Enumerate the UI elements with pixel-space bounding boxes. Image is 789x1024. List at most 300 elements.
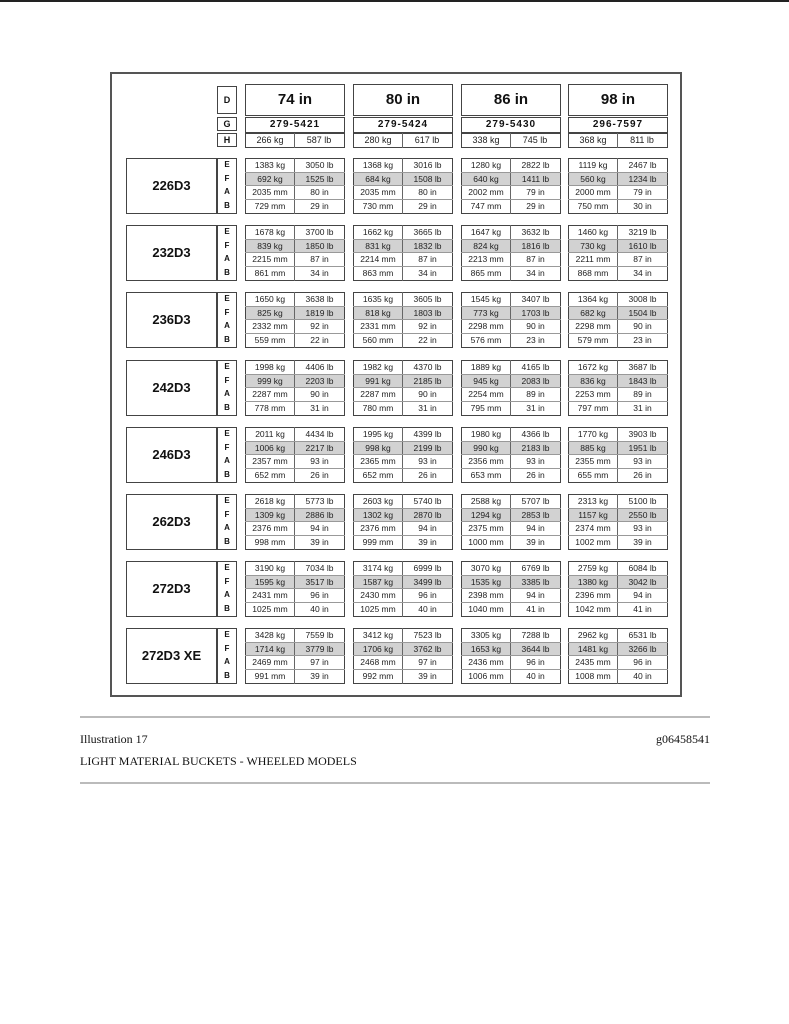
spec-value-imperial: 96 in [310,590,329,600]
spec-value-imperial: 79 in [633,187,652,197]
spec-value-metric: 640 kg [473,173,499,184]
spec-value-imperial: 5707 lb [521,496,550,506]
spec-value-imperial: 31 in [526,402,545,413]
spec-value-metric: 818 kg [365,307,391,318]
spec-value-imperial: 39 in [418,670,437,681]
bucket-weight-kg: 266 kg [256,135,284,145]
model-name: 272D3 XE [126,628,217,684]
bucket-weight-lb: 745 lb [522,135,548,145]
spec-value-metric: 2962 kg [577,630,609,640]
spec-value-imperial: 3266 lb [628,643,657,654]
column-divider [402,133,403,148]
part-number: 279-5421 [269,119,321,130]
spec-value-imperial: 4406 lb [305,362,334,372]
spec-value-metric: 560 kg [580,173,606,184]
row-letter-f: F [224,240,230,250]
spec-value-imperial: 39 in [526,536,545,547]
row-letter-a: A [224,456,230,465]
spec-value-metric: 2588 kg [470,496,502,506]
spec-value-metric: 2332 mm [252,321,288,331]
spec-value-imperial: 87 in [526,254,545,264]
spec-value-imperial: 2853 lb [521,509,550,520]
spec-value-imperial: 2550 lb [628,509,657,520]
spec-value-imperial: 3042 lb [628,576,657,587]
spec-value-metric: 1280 kg [470,160,502,170]
spec-value-metric: 1042 mm [575,603,611,614]
column-divider [510,133,511,148]
spec-value-imperial: 5100 lb [628,496,657,506]
model-name: 246D3 [126,427,217,483]
row-letter-b: B [224,603,230,613]
spec-value-metric: 2253 mm [575,389,611,399]
spec-value-imperial: 1411 lb [521,173,550,184]
spec-value-metric: 730 mm [362,200,394,211]
spec-value-metric: 1595 kg [254,576,286,587]
spec-value-metric: 729 mm [254,200,286,211]
spec-value-imperial: 39 in [310,670,329,681]
spec-value-metric: 2759 kg [577,563,609,573]
spec-value-metric: 999 mm [362,536,394,547]
spec-value-metric: 797 mm [577,402,609,413]
spec-value-imperial: 4366 lb [521,429,550,439]
spec-value-imperial: 96 in [526,657,545,667]
spec-value-imperial: 39 in [633,536,652,547]
spec-value-metric: 1008 mm [575,670,611,681]
spec-value-imperial: 29 in [526,200,545,211]
spec-value-metric: 1380 kg [577,576,609,587]
spec-value-imperial: 5740 lb [413,496,442,506]
part-number: 279-5424 [377,119,429,130]
spec-value-imperial: 34 in [310,267,329,278]
spec-value-metric: 1368 kg [362,160,394,170]
row-letter-e: E [224,563,230,572]
spec-value-metric: 2298 mm [468,321,504,331]
spec-value-metric: 2313 kg [577,496,609,506]
spec-value-imperial: 31 in [310,402,329,413]
spec-value-metric: 1998 kg [254,362,286,372]
spec-value-metric: 2376 mm [252,523,288,533]
illustration-title: LIGHT MATERIAL BUCKETS - WHEELED MODELS [80,754,357,768]
spec-value-metric: 992 mm [362,670,394,681]
spec-value-imperial: 31 in [633,402,652,413]
spec-value-imperial: 1832 lb [413,240,442,251]
model-name: 226D3 [126,158,217,214]
spec-value-imperial: 26 in [418,469,437,480]
row-letter-b: B [224,334,230,344]
spec-value-imperial: 2199 lb [413,442,442,453]
spec-value-metric: 861 mm [254,267,286,278]
row-letter-f: F [224,643,230,653]
spec-value-metric: 2287 mm [252,389,288,399]
spec-value-metric: 576 mm [470,334,502,345]
spec-value-imperial: 2185 lb [413,375,442,386]
model-name: 232D3 [126,225,217,281]
row-letter-e: E [224,630,230,639]
spec-value-metric: 2214 mm [360,254,396,264]
spec-value-metric: 1364 kg [577,294,609,304]
spec-value-metric: 682 kg [580,307,606,318]
spec-value-metric: 1157 kg [578,509,608,520]
spec-value-metric: 2436 mm [468,657,504,667]
spec-value-imperial: 3632 lb [521,227,550,237]
spec-value-imperial: 40 in [526,670,545,681]
bucket-size: 98 in [600,91,636,108]
spec-value-imperial: 1610 lb [628,240,657,251]
spec-value-metric: 1995 kg [362,429,394,439]
spec-value-metric: 652 mm [254,469,286,480]
column-divider [617,133,618,148]
spec-value-metric: 3190 kg [254,563,286,573]
spec-value-imperial: 90 in [418,389,437,399]
spec-value-metric: 2211 mm [575,254,611,264]
spec-value-imperial: 94 in [526,523,545,533]
spec-value-imperial: 26 in [526,469,545,480]
spec-value-imperial: 4434 lb [305,429,334,439]
spec-value-imperial: 93 in [633,523,652,533]
spec-value-metric: 998 kg [365,442,391,453]
spec-value-imperial: 6531 lb [628,630,657,640]
spec-value-metric: 2365 mm [360,456,396,466]
row-letter-b: B [224,670,230,680]
row-letter-e: E [224,496,230,505]
row-letter-b: B [224,200,230,210]
spec-value-imperial: 1843 lb [628,375,657,386]
spec-value-metric: 2000 mm [575,187,611,197]
row-letter-f: F [224,509,230,519]
spec-value-metric: 1662 kg [362,227,394,237]
spec-value-imperial: 3700 lb [305,227,334,237]
spec-value-metric: 2431 mm [252,590,288,600]
spec-value-metric: 795 mm [470,402,502,413]
spec-value-imperial: 3779 lb [305,643,334,654]
spec-value-metric: 2374 mm [575,523,611,533]
spec-value-metric: 2215 mm [252,254,288,264]
spec-value-imperial: 3605 lb [413,294,442,304]
spec-value-metric: 692 kg [257,173,283,184]
spec-value-metric: 2287 mm [360,389,396,399]
spec-value-imperial: 90 in [526,321,545,331]
bucket-weight-kg: 338 kg [472,135,500,145]
spec-value-imperial: 39 in [418,536,437,547]
spec-value-imperial: 30 in [633,200,652,211]
spec-value-imperial: 2083 lb [521,375,550,386]
spec-value-imperial: 7034 lb [305,563,334,573]
spec-value-imperial: 1703 lb [521,307,550,318]
spec-value-imperial: 93 in [633,456,652,466]
spec-value-imperial: 3008 lb [628,294,657,304]
row-letter-a: A [224,254,230,263]
spec-value-metric: 1770 kg [577,429,609,439]
spec-value-metric: 750 mm [577,200,609,211]
spec-value-imperial: 3644 lb [521,643,550,654]
spec-value-metric: 684 kg [365,173,391,184]
spec-value-metric: 865 mm [470,267,502,278]
header-letter-d: D [217,86,237,114]
spec-value-imperial: 92 in [310,321,329,331]
spec-value-metric: 1000 mm [468,536,504,547]
row-letter-e: E [224,362,230,371]
spec-value-metric: 2376 mm [360,523,396,533]
illustration-code: g06458541 [656,732,710,746]
caption-top-rule [80,716,710,718]
spec-value-imperial: 26 in [633,469,652,480]
spec-value-imperial: 23 in [526,334,545,345]
spec-value-metric: 3174 kg [362,563,394,573]
spec-value-imperial: 1504 lb [628,307,657,318]
spec-value-imperial: 94 in [633,590,652,600]
spec-value-imperial: 2183 lb [521,442,550,453]
spec-value-metric: 1714 kg [254,643,286,654]
spec-value-metric: 1980 kg [470,429,502,439]
row-letter-a: A [224,590,230,599]
row-letter-f: F [224,442,230,452]
spec-value-imperial: 1850 lb [305,240,334,251]
spec-value-metric: 824 kg [473,240,499,251]
model-name: 272D3 [126,561,217,617]
spec-value-imperial: 1803 lb [413,307,442,318]
spec-value-metric: 2375 mm [468,523,504,533]
spec-value-imperial: 92 in [418,321,437,331]
spec-value-metric: 778 mm [254,402,286,413]
spec-value-imperial: 93 in [418,456,437,466]
spec-value-metric: 2002 mm [468,187,504,197]
caption-bottom-rule [80,782,710,784]
spec-value-metric: 1006 mm [468,670,504,681]
spec-value-metric: 2331 mm [360,321,396,331]
spec-value-imperial: 4165 lb [521,362,550,372]
spec-value-metric: 1653 kg [470,643,502,654]
spec-value-imperial: 2203 lb [305,375,334,386]
spec-value-metric: 3070 kg [470,563,502,573]
spec-value-metric: 2355 mm [575,456,611,466]
spec-value-imperial: 87 in [310,254,329,264]
column-divider [294,133,295,148]
spec-value-imperial: 3903 lb [628,429,657,439]
spec-value-metric: 655 mm [577,469,609,480]
spec-value-metric: 780 mm [362,402,394,413]
spec-value-metric: 885 kg [580,442,606,453]
spec-value-imperial: 3385 lb [521,576,550,587]
spec-value-imperial: 7288 lb [521,630,550,640]
row-letter-e: E [224,429,230,438]
row-letter-a: A [224,321,230,330]
spec-value-metric: 1647 kg [470,227,502,237]
spec-value-imperial: 4399 lb [413,429,442,439]
spec-value-imperial: 2886 lb [305,509,334,520]
spec-value-metric: 1635 kg [362,294,394,304]
spec-value-imperial: 6084 lb [628,563,657,573]
spec-value-imperial: 3499 lb [413,576,442,587]
spec-value-metric: 653 mm [470,469,502,480]
spec-value-metric: 1006 kg [254,442,286,453]
spec-value-metric: 2213 mm [468,254,504,264]
spec-value-imperial: 1525 lb [305,173,334,184]
spec-value-imperial: 3016 lb [413,160,442,170]
bucket-weight-lb: 811 lb [630,135,654,145]
spec-value-imperial: 41 in [526,603,545,614]
spec-value-metric: 3428 kg [254,630,286,640]
spec-value-imperial: 2467 lb [628,160,657,170]
row-letter-b: B [224,536,230,546]
spec-value-imperial: 3050 lb [305,160,334,170]
spec-value-imperial: 29 in [418,200,437,211]
row-letter-a: A [224,657,230,666]
spec-value-imperial: 93 in [310,456,329,466]
part-number: 296-7597 [592,119,644,130]
row-letter-a: A [224,187,230,196]
spec-value-metric: 1650 kg [254,294,286,304]
bucket-weight-kg: 368 kg [579,135,607,145]
bucket-size: 80 in [385,91,421,108]
spec-value-metric: 2356 mm [468,456,504,466]
spec-value-metric: 559 mm [254,334,286,345]
spec-value-imperial: 40 in [633,670,652,681]
row-letter-a: A [224,523,230,532]
spec-value-metric: 1309 kg [254,509,286,520]
spec-value-metric: 863 mm [362,267,394,278]
header-letter-g: G [217,117,237,131]
spec-value-imperial: 5773 lb [305,496,334,506]
row-letter-e: E [224,227,230,236]
spec-value-metric: 1587 kg [362,576,394,587]
spec-value-metric: 1119 kg [578,160,608,170]
spec-value-imperial: 96 in [418,590,437,600]
header-letter-h: H [217,133,237,147]
bucket-size: 86 in [493,91,529,108]
spec-value-imperial: 34 in [418,267,437,278]
spec-value-metric: 1025 mm [360,603,396,614]
illustration-number: Illustration 17 [80,732,148,746]
row-letter-f: F [224,307,230,317]
spec-value-imperial: 3517 lb [305,576,334,587]
spec-value-metric: 998 mm [254,536,286,547]
spec-value-metric: 991 mm [254,670,286,681]
spec-value-metric: 945 kg [473,375,499,386]
spec-value-metric: 1302 kg [362,509,394,520]
bucket-weight-lb: 587 lb [306,135,332,145]
spec-value-imperial: 3687 lb [628,362,657,372]
row-letter-f: F [224,173,230,183]
spec-value-metric: 2035 mm [360,187,396,197]
row-letter-f: F [224,375,230,385]
spec-value-imperial: 1951 lb [628,442,657,453]
spec-value-imperial: 89 in [633,389,652,399]
spec-value-metric: 868 mm [577,267,609,278]
spec-value-metric: 2396 mm [575,590,611,600]
spec-value-metric: 2011 kg [255,429,285,439]
spec-value-metric: 1706 kg [362,643,394,654]
spec-value-metric: 1002 mm [575,536,611,547]
spec-value-metric: 990 kg [473,442,499,453]
spec-value-imperial: 1234 lb [628,173,657,184]
row-letter-e: E [224,160,230,169]
top-rule [0,0,789,2]
spec-value-metric: 1040 mm [468,603,504,614]
spec-value-metric: 773 kg [473,307,499,318]
spec-value-imperial: 6769 lb [521,563,550,573]
spec-value-imperial: 94 in [310,523,329,533]
spec-value-imperial: 2822 lb [521,160,550,170]
bucket-size: 74 in [277,91,313,108]
row-letter-b: B [224,469,230,479]
spec-value-metric: 1383 kg [254,160,286,170]
spec-value-imperial: 4370 lb [413,362,442,372]
spec-value-imperial: 90 in [633,321,652,331]
spec-value-metric: 1535 kg [470,576,502,587]
spec-value-imperial: 3665 lb [413,227,442,237]
spec-value-imperial: 97 in [310,657,329,667]
spec-value-imperial: 80 in [310,187,329,197]
spec-value-metric: 560 mm [362,334,394,345]
spec-value-imperial: 22 in [310,334,329,345]
spec-value-imperial: 93 in [526,456,545,466]
spec-value-metric: 2603 kg [362,496,394,506]
model-name: 242D3 [126,360,217,416]
model-name: 262D3 [126,494,217,550]
spec-value-imperial: 23 in [633,334,652,345]
spec-value-imperial: 40 in [418,603,437,614]
spec-value-imperial: 26 in [310,469,329,480]
spec-value-imperial: 87 in [633,254,652,264]
spec-value-metric: 2468 mm [360,657,396,667]
spec-value-metric: 2469 mm [252,657,288,667]
spec-value-metric: 839 kg [257,240,283,251]
spec-value-imperial: 41 in [633,603,652,614]
row-letter-b: B [224,402,230,412]
spec-value-imperial: 1508 lb [413,173,442,184]
spec-value-metric: 1460 kg [577,227,609,237]
spec-value-imperial: 3638 lb [305,294,334,304]
spec-value-imperial: 40 in [310,603,329,614]
spec-value-imperial: 97 in [418,657,437,667]
spec-value-imperial: 34 in [526,267,545,278]
spec-value-imperial: 39 in [310,536,329,547]
row-letter-a: A [224,389,230,398]
row-letter-e: E [224,294,230,303]
row-letter-b: B [224,267,230,277]
spec-value-imperial: 29 in [310,200,329,211]
spec-value-imperial: 94 in [526,590,545,600]
spec-value-metric: 3305 kg [470,630,502,640]
spec-value-metric: 1481 kg [577,643,609,654]
spec-value-imperial: 1816 lb [521,240,550,251]
spec-value-imperial: 2870 lb [413,509,442,520]
spec-value-imperial: 7523 lb [413,630,442,640]
spec-value-metric: 2357 mm [252,456,288,466]
spec-value-imperial: 79 in [526,187,545,197]
spec-value-metric: 999 kg [257,375,283,386]
spec-value-metric: 1982 kg [362,362,394,372]
spec-value-metric: 2298 mm [575,321,611,331]
spec-value-imperial: 90 in [310,389,329,399]
part-number: 279-5430 [485,119,537,130]
spec-value-imperial: 6999 lb [413,563,442,573]
spec-value-metric: 2035 mm [252,187,288,197]
spec-value-metric: 747 mm [470,200,502,211]
spec-value-metric: 2254 mm [468,389,504,399]
spec-value-metric: 991 kg [365,375,391,386]
spec-value-metric: 831 kg [365,240,391,251]
spec-value-imperial: 34 in [633,267,652,278]
spec-value-metric: 1889 kg [470,362,502,372]
spec-value-metric: 1294 kg [470,509,502,520]
bucket-weight-kg: 280 kg [364,135,392,145]
spec-value-metric: 2618 kg [254,496,286,506]
spec-value-metric: 836 kg [580,375,606,386]
spec-value-imperial: 96 in [633,657,652,667]
spec-value-metric: 1025 mm [252,603,288,614]
spec-value-metric: 2398 mm [468,590,504,600]
